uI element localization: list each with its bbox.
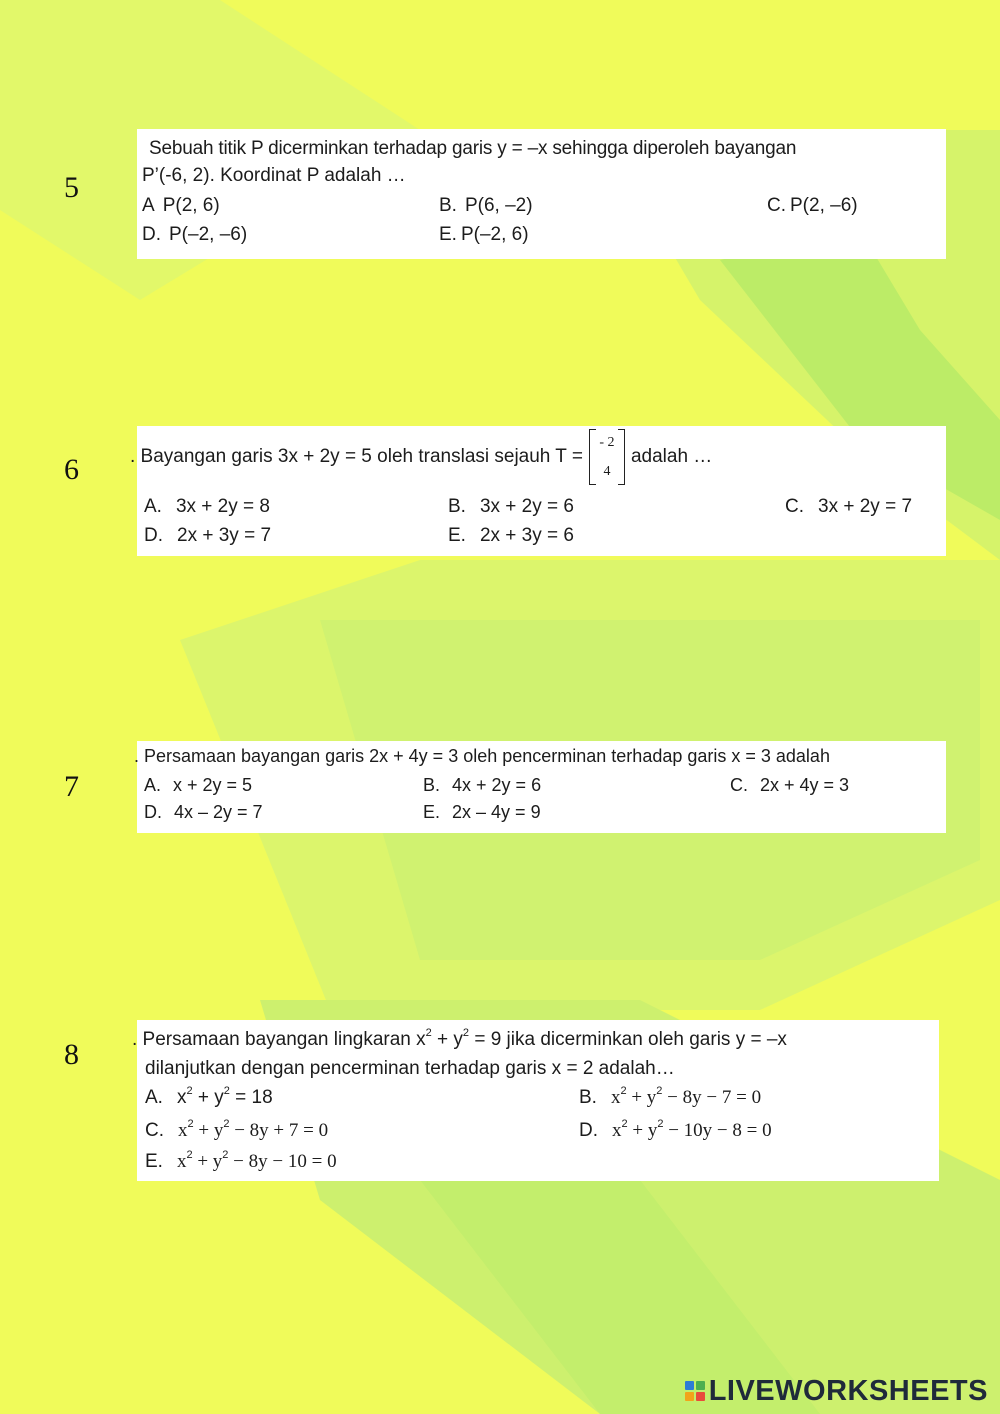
option-text-rest: − 10y − 8 = 0 bbox=[663, 1120, 772, 1141]
question-7-option-d[interactable] bbox=[144, 799, 263, 826]
question-6-stem-before: . Bayangan garis 3x + 2y = 5 oleh translasi sejauh T = bbox=[130, 446, 583, 467]
option-text: 2x – 4y = 9 bbox=[452, 802, 541, 822]
option-text-x: x bbox=[176, 1087, 187, 1108]
option-text-rest: = 18 bbox=[229, 1087, 273, 1108]
question-5-stem-line-2: P’(-6, 2). Koordinat P adalah … bbox=[142, 165, 406, 186]
matrix-bottom-value: 4 bbox=[603, 464, 611, 479]
question-7-option-c[interactable] bbox=[730, 772, 849, 799]
option-letter: D. bbox=[144, 802, 162, 822]
exponent: 2 bbox=[222, 1149, 229, 1161]
option-letter: E. bbox=[439, 224, 457, 245]
option-text: P(–2, –6) bbox=[169, 224, 248, 245]
logo-text: LIVEWORKSHEETS bbox=[708, 1374, 988, 1407]
option-text-y: + y bbox=[192, 1087, 224, 1108]
option-letter: A. bbox=[144, 496, 162, 517]
logo-icon-square bbox=[696, 1392, 705, 1401]
exponent: 2 bbox=[425, 1027, 432, 1039]
option-letter: C. bbox=[767, 195, 786, 216]
option-text: 2x + 3y = 6 bbox=[479, 525, 574, 546]
question-6-option-a[interactable] bbox=[144, 492, 270, 521]
question-8-option-a[interactable] bbox=[145, 1083, 273, 1112]
option-letter: D. bbox=[144, 525, 163, 546]
question-5-option-e[interactable] bbox=[439, 220, 529, 249]
option-text: 2x + 3y = 7 bbox=[177, 525, 272, 546]
option-text: 3x + 2y = 7 bbox=[818, 496, 913, 517]
question-6-stem-after: adalah … bbox=[630, 446, 713, 467]
exponent: 2 bbox=[621, 1118, 628, 1130]
option-text-y: + y bbox=[627, 1120, 658, 1141]
question-8-stem-line-2: dilanjutkan dengan pencerminan terhadap garis x = 2 adalah… bbox=[145, 1058, 675, 1079]
option-text-x: x bbox=[178, 1120, 188, 1141]
question-number-8: 8 bbox=[64, 1038, 79, 1071]
exponent: 2 bbox=[187, 1118, 194, 1130]
question-6-option-b[interactable] bbox=[448, 492, 574, 521]
option-letter: E. bbox=[423, 802, 441, 822]
question-6-option-c[interactable] bbox=[785, 492, 912, 521]
question-card-8 bbox=[132, 1020, 939, 1181]
exponent: 2 bbox=[223, 1085, 230, 1097]
option-text: 2x + 4y = 3 bbox=[760, 775, 850, 795]
exponent: 2 bbox=[657, 1118, 664, 1130]
question-6-stem bbox=[130, 427, 712, 487]
option-text-x: x bbox=[176, 1151, 187, 1172]
option-text-x: x bbox=[610, 1087, 621, 1108]
question-7-option-a[interactable] bbox=[144, 772, 252, 799]
exponent: 2 bbox=[223, 1118, 230, 1130]
option-text: 4x – 2y = 7 bbox=[174, 802, 263, 822]
logo-icon-square bbox=[685, 1381, 694, 1390]
option-text-rest: − 8y − 10 = 0 bbox=[228, 1151, 337, 1172]
question-8-stem-c: = 9 jika dicerminkan oleh garis y = –x bbox=[469, 1029, 787, 1050]
option-text: P(6, –2) bbox=[464, 195, 533, 216]
exponent: 2 bbox=[186, 1085, 193, 1097]
question-number-7: 7 bbox=[64, 770, 79, 803]
option-letter: A bbox=[142, 195, 155, 216]
question-8-option-b[interactable] bbox=[579, 1083, 761, 1112]
option-text-x: x bbox=[612, 1120, 622, 1141]
translation-vector-matrix bbox=[587, 429, 627, 485]
exponent: 2 bbox=[462, 1027, 470, 1039]
question-6-option-e[interactable] bbox=[448, 521, 574, 550]
option-letter: A. bbox=[145, 1087, 163, 1108]
question-5-option-c[interactable] bbox=[767, 191, 858, 220]
option-text: 3x + 2y = 6 bbox=[479, 496, 574, 517]
option-letter: C. bbox=[785, 496, 804, 517]
question-6-option-d[interactable] bbox=[144, 521, 271, 550]
logo-icon-square bbox=[685, 1392, 694, 1401]
question-8-option-e[interactable] bbox=[145, 1147, 337, 1176]
option-letter: D. bbox=[579, 1120, 598, 1141]
matrix-top-value: - 2 bbox=[599, 435, 615, 450]
option-text-y: + y bbox=[193, 1120, 224, 1141]
option-text-y: + y bbox=[626, 1087, 657, 1108]
liveworksheets-logo[interactable] bbox=[685, 1374, 988, 1408]
question-8-stem-b: + y bbox=[431, 1029, 463, 1050]
question-5-stem-line-1: Sebuah titik P dicerminkan terhadap garis y = –x sehingga diperoleh bayangan bbox=[149, 138, 797, 159]
question-8-stem-line-1 bbox=[132, 1025, 787, 1054]
option-letter: C. bbox=[145, 1120, 164, 1141]
question-card-7 bbox=[134, 741, 946, 833]
option-letter: B. bbox=[439, 195, 457, 216]
question-7-option-b[interactable] bbox=[423, 772, 541, 799]
question-number-6: 6 bbox=[64, 453, 79, 486]
option-text: P(–2, 6) bbox=[460, 224, 529, 245]
logo-icon-square bbox=[696, 1381, 705, 1390]
option-text: 3x + 2y = 8 bbox=[175, 496, 270, 517]
question-5-option-a[interactable] bbox=[142, 191, 220, 220]
question-8-stem-a: . Persamaan bayangan lingkaran x bbox=[132, 1029, 426, 1050]
question-5-option-b[interactable] bbox=[439, 191, 533, 220]
question-8-option-c[interactable] bbox=[145, 1116, 328, 1145]
option-text: P(2, –6) bbox=[790, 195, 858, 216]
option-letter: B. bbox=[579, 1087, 597, 1108]
option-text-y: + y bbox=[192, 1151, 223, 1172]
option-letter: B. bbox=[423, 775, 441, 795]
liveworksheets-logo-icon bbox=[685, 1381, 705, 1401]
option-letter: C. bbox=[730, 775, 748, 795]
matrix-right-bracket bbox=[618, 429, 625, 485]
option-text: P(2, 6) bbox=[162, 195, 220, 216]
option-letter: A. bbox=[144, 775, 162, 795]
exponent: 2 bbox=[620, 1085, 627, 1097]
question-card-5 bbox=[137, 129, 946, 259]
option-letter: E. bbox=[145, 1151, 163, 1172]
option-letter: B. bbox=[448, 496, 466, 517]
option-letter: D. bbox=[142, 224, 161, 245]
question-8-option-d[interactable] bbox=[579, 1116, 772, 1145]
option-text-rest: − 8y + 7 = 0 bbox=[229, 1120, 329, 1141]
exponent: 2 bbox=[656, 1085, 663, 1097]
question-7-stem: . Persamaan bayangan garis 2x + 4y = 3 oleh pencerminan terhadap garis x = 3 adalah bbox=[134, 746, 830, 766]
question-5-option-d[interactable] bbox=[142, 220, 247, 249]
question-card-6 bbox=[130, 426, 946, 556]
option-text: x + 2y = 5 bbox=[173, 775, 253, 795]
option-text-rest: − 8y − 7 = 0 bbox=[662, 1087, 762, 1108]
option-text: 4x + 2y = 6 bbox=[452, 775, 542, 795]
question-7-option-e[interactable] bbox=[423, 799, 541, 826]
exponent: 2 bbox=[186, 1149, 193, 1161]
option-letter: E. bbox=[448, 525, 466, 546]
question-number-5: 5 bbox=[64, 171, 79, 204]
